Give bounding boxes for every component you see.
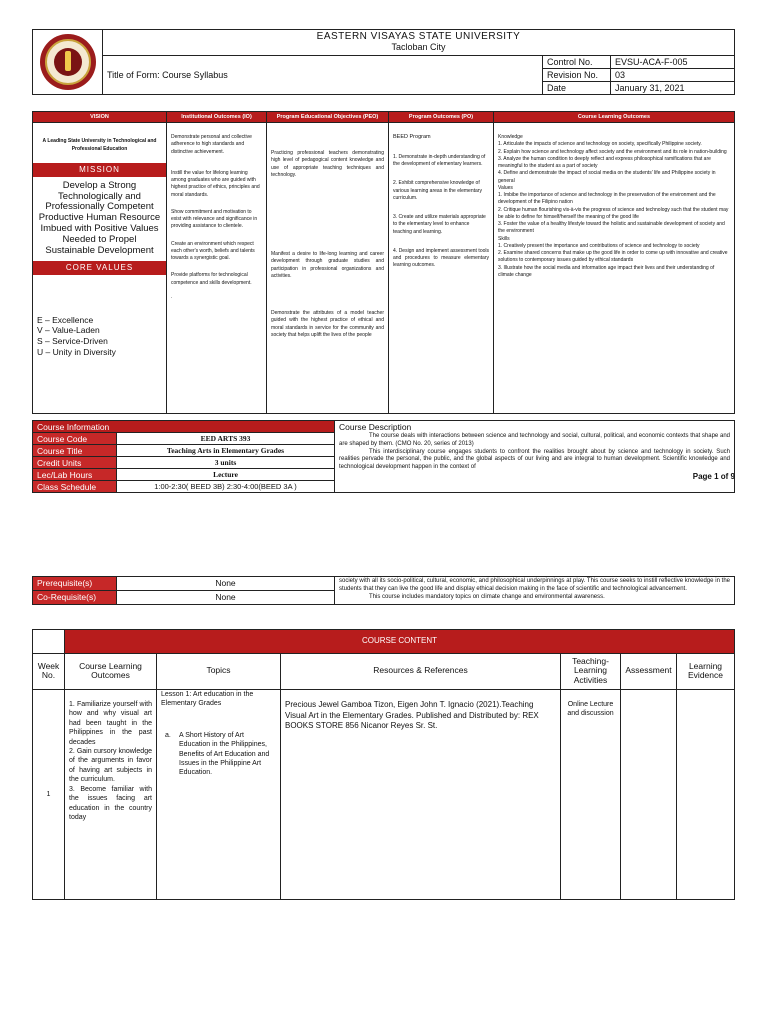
vision-cell (33, 123, 167, 414)
prereq-description-p2: This course includes mandatory topics on climate change and environmental awareness. (369, 593, 605, 600)
week-number: 1 (33, 689, 65, 899)
topics-header: Topics (157, 653, 281, 689)
peo-item: Practicing professional teachers demonstrating high level of pedagogical content knowledge and use of appropriate teaching techniques and technology. (271, 150, 384, 178)
outcome-item: 3. Become familiar with the issues facing art education in the country today (69, 785, 152, 822)
outcome-item: 2. Gain cursory knowledge of the arguments in favor of having art subjects in the curriculum. (69, 747, 152, 784)
control-value: EVSU-ACA-F-005 (611, 56, 735, 69)
form-title: Title of Form: Course Syllabus (103, 56, 543, 95)
control-label: Control No. (543, 56, 611, 69)
io-item: Show commitment and motivation to exist with relevance and significance in providing assistance to clientele. (171, 208, 258, 230)
core-value-item: U – Unity in Diversity (37, 346, 116, 357)
clo-header: Course Learning Outcomes (494, 112, 735, 123)
evidence-header: Learning Evidence (677, 653, 735, 689)
course-information-table (32, 420, 735, 493)
outcome-item: 1. Familiarize yourself with how and why visual art had been taught in the Philippines in the past decades (69, 700, 152, 746)
clo-item: 2. Examine shared concerns that make up the good life in order to come up with innovative and creative solutions to contemporary issues guided by ethical standards (498, 250, 728, 264)
clo-values-label: Values (498, 184, 513, 191)
peo-item: Manifest a desire to life-long learning and career development through graduate studies and participation in professional organizations and activities. (271, 251, 384, 279)
io-header: Institutional Outcomes (IO) (167, 112, 267, 123)
course-title-label: Course Title (33, 445, 117, 457)
io-cell (167, 123, 267, 414)
clo-skills-label: Skills (498, 235, 510, 242)
vision-header: VISION (33, 112, 167, 123)
corequisite-label: Co-Requisite(s) (33, 591, 117, 605)
resources-header: Resources & References (281, 653, 561, 689)
university-name: EASTERN VISAYAS STATE UNIVERSITY (316, 31, 521, 42)
revision-value: 03 (611, 69, 735, 82)
core-values-label: CORE VALUES (33, 261, 166, 275)
clo-item: 1. Articulate the impacts of science and technology on society, specifically Philippine society. (498, 141, 702, 148)
clo-item: 2. Critique human flourishing vis-à-vis the progress of science and technology such that the student may be able to define for himself/herself the meaning of the good life (498, 206, 729, 220)
outcomes-cell (65, 689, 157, 899)
form-header (32, 29, 735, 95)
core-value-item: S – Service-Driven (37, 335, 108, 346)
peo-header: Program Educational Objectives (PEO) (267, 112, 389, 123)
date-value: January 31, 2021 (611, 82, 735, 95)
class-schedule-value: 1:00-2:30( BEED 3B) 2:30-4:00(BEED 3A ) (117, 481, 335, 493)
clo-item: 3. Illustrate how the social media and information age impact their lives and their understanding of climate change (498, 264, 715, 278)
prerequisite-value: None (117, 577, 335, 591)
activities-header: Teaching-Learning Activities (561, 653, 621, 689)
week-header: Week No. (33, 653, 65, 689)
core-value-item: E – Excellence (37, 314, 94, 325)
io-item: . (171, 293, 173, 300)
course-description-cell (335, 421, 735, 493)
io-item: Instill the value for lifelong learning among graduates who are guided with highest practice of ethics, principles and moral standards. (171, 169, 260, 198)
university-heading (103, 30, 735, 56)
university-seal-logo (40, 34, 96, 90)
course-code-value: EED ARTS 393 (117, 433, 335, 445)
po-item: 1. Demonstrate in-depth understanding of the development of elementary learners. (393, 153, 486, 168)
course-content-title: COURSE CONTENT (65, 630, 735, 654)
prereq-description-cell (335, 577, 735, 605)
lec-lab-hours-value: Lecture (117, 469, 335, 481)
mission-text: Develop a Strong Technologically and Professionally Competent Productive Human Resource Imbued with Positive Values Needed to Propel Sustainable Development (38, 179, 161, 257)
course-code-label: Course Code (33, 433, 117, 445)
evidence-cell (677, 689, 735, 899)
clo-knowledge-label: Knowledge (498, 134, 523, 140)
course-title-value: Teaching Arts in Elementary Grades (117, 445, 335, 457)
vision-outcomes-table (32, 111, 735, 414)
clo-item: 1. Creatively present the importance and contributions of science and technology to society (498, 242, 700, 249)
course-description-p1: The course deals with interactions between science and technology and social, cultural, political, and economic contexts that shape and are shaped by them. (CMO No. 20, series of 2013) (339, 433, 730, 447)
lec-lab-hours-label: Lec/Lab Hours (33, 469, 117, 481)
io-item: Provide platforms for technological competence and skills development. (171, 272, 252, 286)
po-item: 4. Design and implement assessment tools and procedures to measure elementary learning outcomes. (393, 247, 489, 269)
prerequisite-label: Prerequisite(s) (33, 577, 117, 591)
resources-cell: Precious Jewel Gamboa Tizon, Eigen John T. Ignacio (2021).Teaching Visual Art in the Elementary Grades. Published and Distributed by: REX BOOKS STORE 856 Nicanor Reyes Sr. St. (281, 689, 561, 899)
course-description-label: Course Description (339, 422, 412, 432)
credit-units-value: 3 units (117, 457, 335, 469)
vision-text: A Leading State University in Technological and Professional Education (42, 138, 157, 152)
po-header: Program Outcomes (PO) (389, 112, 494, 123)
course-content-table (32, 629, 735, 900)
topic-marker: a. (165, 731, 171, 739)
clo-item: 1. Imbibe the importance of science and technology in the preservation of the environment and the development of the Filipino nation (498, 192, 716, 206)
po-item: 3. Create and utilize materials appropriate to the elementary level to enhance teaching and learning. (393, 214, 486, 235)
assessment-cell (621, 689, 677, 899)
course-info-title: Course Information (33, 421, 335, 433)
topic-item (161, 731, 276, 778)
io-item: Demonstrate personal and collective adherence to high standards and distinctive achievement. (171, 134, 252, 155)
corequisite-value: None (117, 591, 335, 605)
logo-cell (33, 30, 103, 95)
revision-label: Revision No. (543, 69, 611, 82)
lesson-title: Lesson 1: Art education in the Elementary Grades (161, 690, 254, 708)
po-cell (389, 123, 494, 414)
po-title: BEED Program (393, 134, 431, 140)
activities-cell: Online Lecture and discussion (561, 689, 621, 899)
core-value-item: V – Value-Laden (37, 325, 100, 336)
peo-cell (267, 123, 389, 414)
mission-label: MISSION (33, 163, 166, 177)
assessment-header: Assessment (621, 653, 677, 689)
core-values-list (37, 315, 162, 358)
class-schedule-label: Class Schedule (33, 481, 117, 493)
topics-cell (157, 689, 281, 899)
io-item: Create an environment which respect each other's worth, beliefs and talents towards a synergistic goal. (171, 240, 255, 261)
clo-item: 4. Define and demonstrate the impact of social media on the students' life and Philippine society in general (498, 170, 716, 184)
page-number: Page 1 of 9 (692, 472, 735, 481)
po-item: 2. Exhibit comprehensive knowledge of various learning areas in the elementary curriculum. (393, 180, 482, 201)
clo-item: 2. Explain how science and technology affect society and the environment and its role in nation-building (498, 148, 727, 155)
topic-text: A Short History of Art Education in the Philippines, Benefits of Art Education and Issues in the Philippine Art Education. (179, 731, 270, 777)
course-description-p2: This interdisciplinary course engages students to confront the realities brought about by science and technology in society. Such realities pervade the personal, the public, and the global aspects of our living and are integral to human development. Scientific knowledge and technological development happen in the context of (339, 448, 730, 471)
prerequisite-table (32, 576, 735, 605)
date-label: Date (543, 82, 611, 95)
clo-item: 3. Analyze the human condition to deeply reflect and express philosophical ramifications that are meaningful to the student as a part of society (498, 155, 711, 169)
peo-item: Demonstrate the attributes of a model teacher guided with the highest practice of ethical and moral standards in service for the community and society that helps uplift the lives of the people (271, 310, 384, 338)
clo-cell (494, 123, 735, 414)
credit-units-label: Credit Units (33, 457, 117, 469)
clo-item: 3. Foster the value of a healthy lifestyle toward the holistic and sustainable development of society and the environment (498, 221, 725, 235)
university-city: Tacloban City (391, 42, 446, 52)
outcomes-header: Course Learning Outcomes (65, 653, 157, 689)
prereq-description-p1: society with all its socio-political, cultural, economic, and philosophical underpinnings at play. This course seeks to instill reflective knowledge in the students that they can live the good life and display ethical decision making in the face of scientific and technological advancement. (339, 578, 730, 592)
